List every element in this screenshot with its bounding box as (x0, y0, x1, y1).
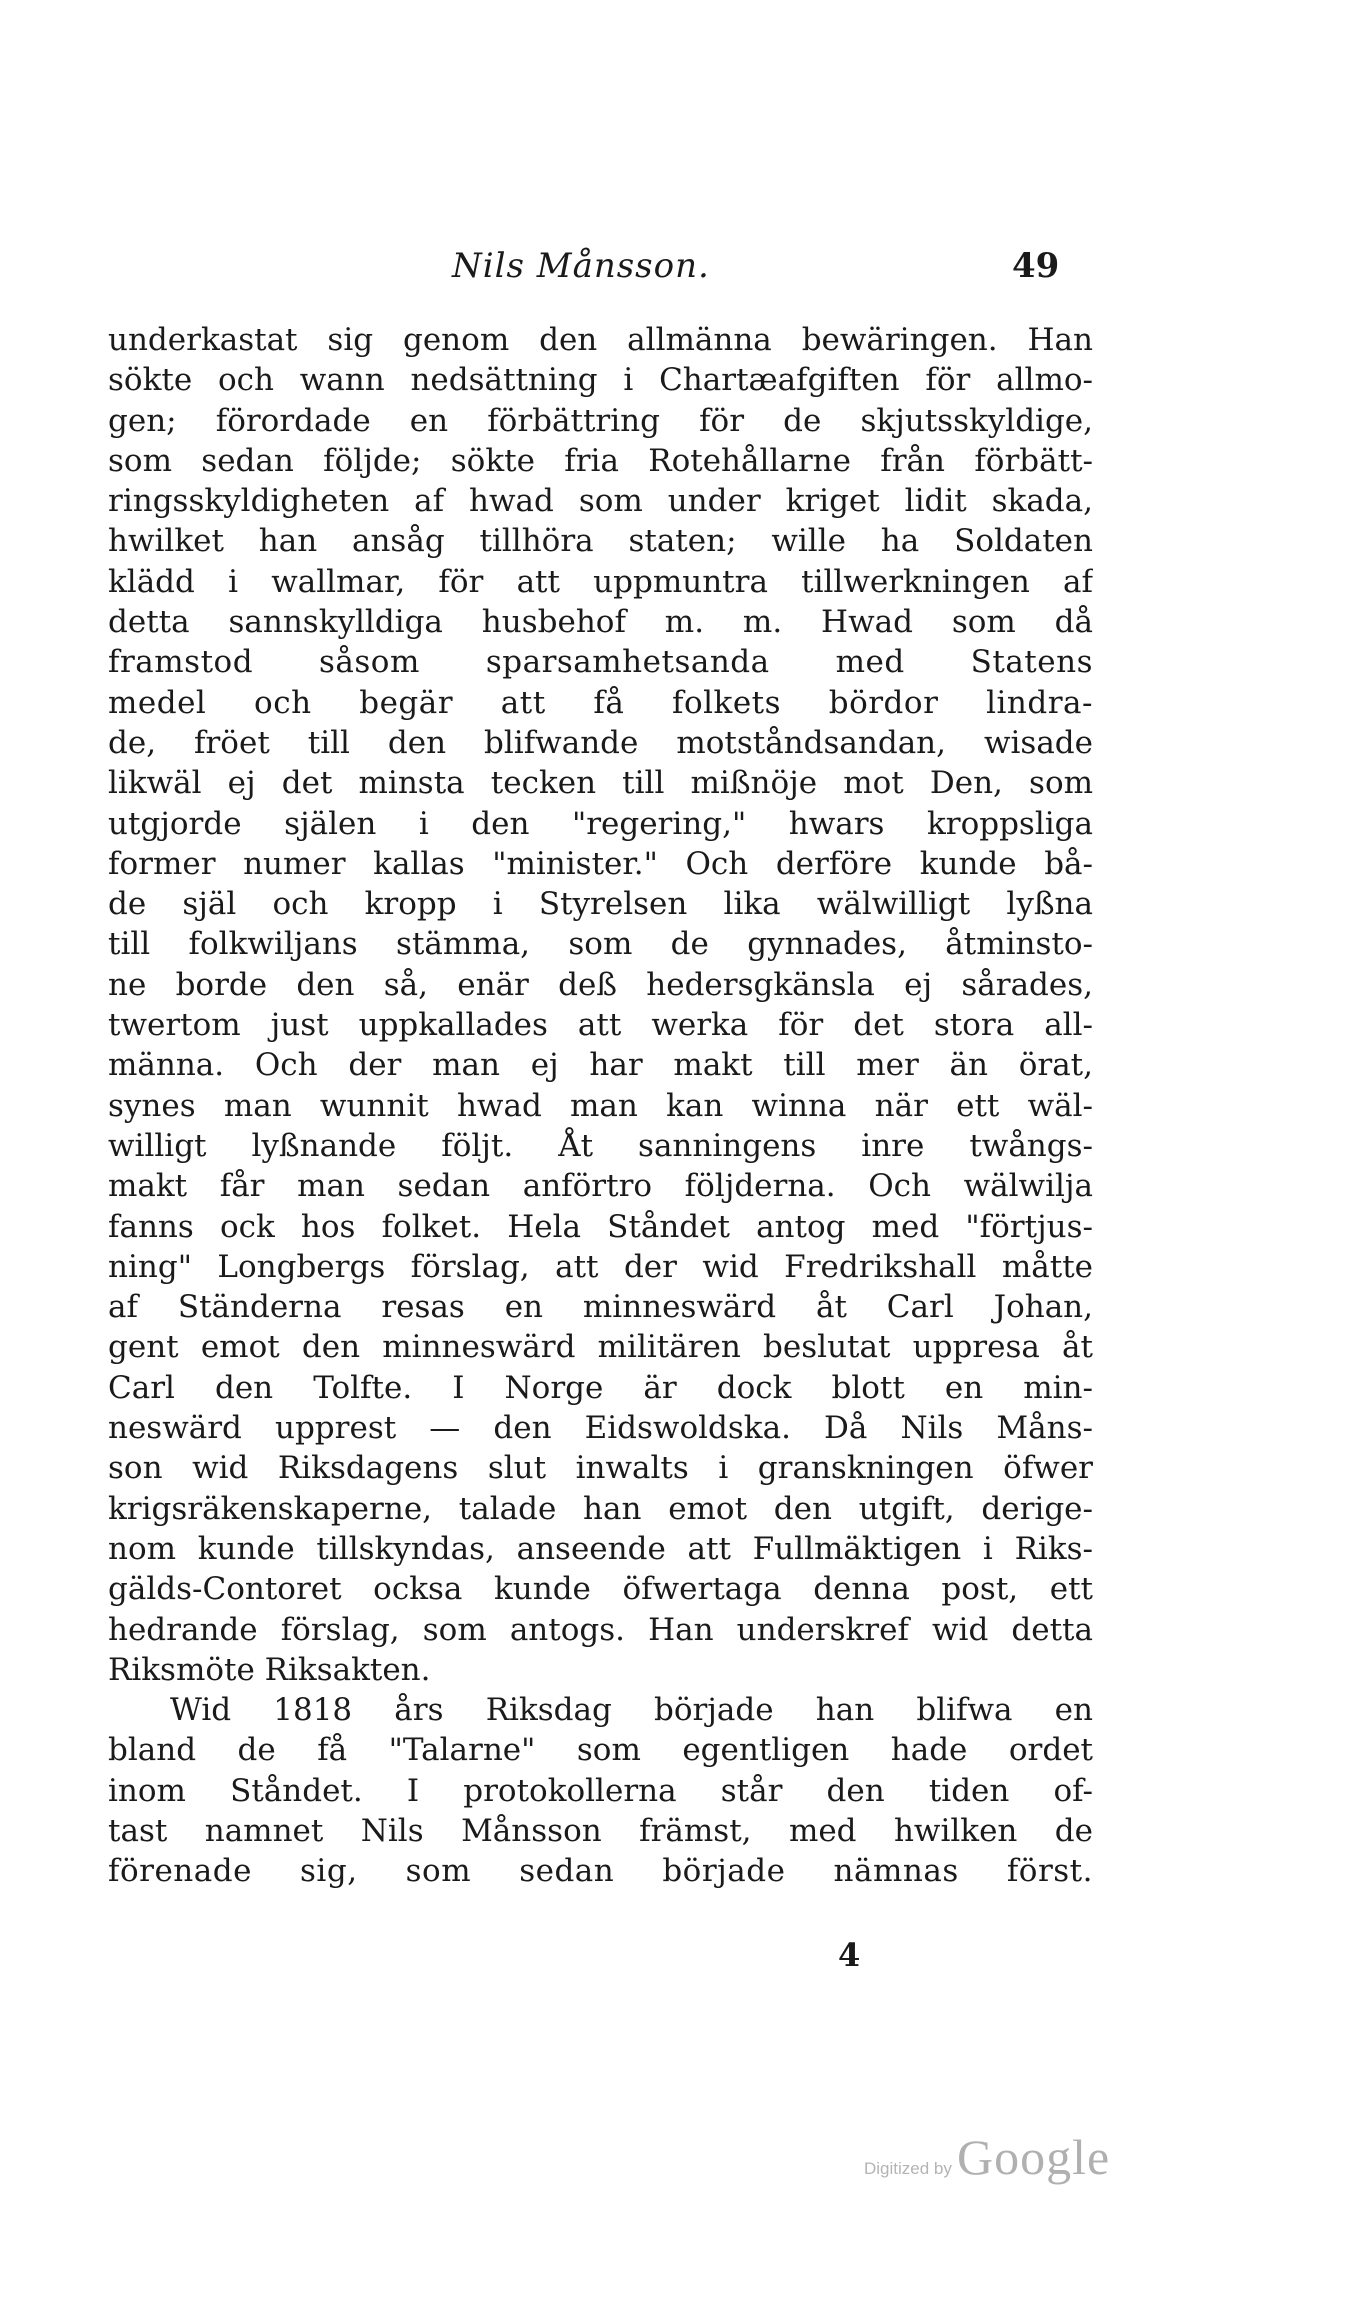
text-line: gent emot den minneswärd militären beslutat uppresa åt (108, 1329, 1093, 1366)
running-title: Nils Månsson. (452, 246, 710, 286)
text-line: makt får man sedan anförtro följderna. Och wälwilja (108, 1168, 1093, 1205)
text-line: neswärd upprest — den Eidswoldska. Då Nils Måns- (108, 1410, 1093, 1447)
text-line: inom Ståndet. I protokollerna står den tiden of- (108, 1772, 1093, 1809)
google-logo: Google (956, 2129, 1111, 2185)
page-number: 49 (1012, 246, 1060, 286)
text-line: bland de få "Talarne" som egentligen hade ordet (108, 1732, 1093, 1769)
text-line: detta sannskylldiga husbehof m. m. Hwad som då (108, 604, 1093, 641)
text-line: fanns ock hos folket. Hela Ståndet antog med "förtjus- (108, 1208, 1093, 1245)
text-line: krigsräkenskaperne, talade han emot den utgift, derige- (108, 1490, 1093, 1527)
running-head (108, 246, 1108, 296)
text-line: till folkwiljans stämma, som de gynnades, åtminsto- (108, 926, 1093, 963)
text-line: ning" Longbergs förslag, att der wid Fredrikshall måtte (108, 1248, 1093, 1285)
text-line: af Ständerna resas en minneswärd åt Carl Johan, (108, 1289, 1093, 1326)
text-line: medel och begär att få folkets bördor lindra- (108, 684, 1093, 721)
text-line: framstod såsom sparsamhetsanda med Statens (108, 644, 1093, 681)
text-line: sökte och wann nedsättning i Chartæafgiften för allmo- (108, 362, 1093, 399)
text-line: hedrande förslag, som antogs. Han underskref wid detta (108, 1611, 1093, 1648)
text-line: gen; förordade en förbättring för de skjutsskyldige, (108, 402, 1093, 439)
text-line: ringsskyldigheten af hwad som under kriget lidit skada, (108, 483, 1093, 520)
text-line: synes man wunnit hwad man kan winna när ett wäl- (108, 1087, 1093, 1124)
text-line: likwäl ej det minsta tecken till mißnöje mot Den, som (108, 765, 1093, 802)
text-line: gälds-Contoret ocksa kunde öfwertaga denna post, ett (108, 1571, 1093, 1608)
text-line: Riksmöte Riksakten. (108, 1651, 431, 1688)
text-line: de själ och kropp i Styrelsen lika wälwilligt lyßna (108, 886, 1093, 923)
signature-mark: 4 (838, 1936, 861, 1974)
text-line: former numer kallas "minister." Och derföre kunde bå- (108, 845, 1093, 882)
text-line: nom kunde tillskyndas, anseende att Fullmäktigen i Riks- (108, 1530, 1093, 1567)
text-line: de, fröet till den blifwande motståndsandan, wisade (108, 724, 1093, 761)
text-line: Wid 1818 års Riksdag började han blifwa en (170, 1692, 1093, 1729)
watermark-prefix: Digitized by (864, 2159, 952, 2178)
text-line: twertom just uppkallades att werka för det stora all- (108, 1007, 1093, 1044)
text-line: utgjorde själen i den "regering," hwars kroppsliga (108, 805, 1093, 842)
text-line: Carl den Tolfte. I Norge är dock blott en min- (108, 1369, 1093, 1406)
digitization-watermark (864, 2128, 1164, 2188)
text-line: underkastat sig genom den allmänna bewäringen. Han (108, 322, 1093, 358)
text-line: tast namnet Nils Månsson främst, med hwilken de (108, 1812, 1093, 1849)
text-line: ne borde den så, enär deß hedersgkänsla ej sårades, (108, 966, 1093, 1003)
text-line: förenade sig, som sedan började nämnas först. (108, 1853, 1093, 1890)
body-text (108, 320, 1093, 1892)
text-line: hwilket han ansåg tillhöra staten; wille ha Soldaten (108, 523, 1093, 560)
text-line: willigt lyßnande följt. Åt sanningens inre twångs- (108, 1127, 1093, 1164)
text-line: son wid Riksdagens slut inwalts i granskningen öfwer (108, 1450, 1093, 1487)
text-line: som sedan följde; sökte fria Rotehållarne från förbätt- (108, 442, 1093, 479)
text-line: männa. Och der man ej har makt till mer än örat, (108, 1047, 1093, 1084)
text-line: klädd i wallmar, för att uppmuntra tillwerkningen af (108, 563, 1093, 600)
